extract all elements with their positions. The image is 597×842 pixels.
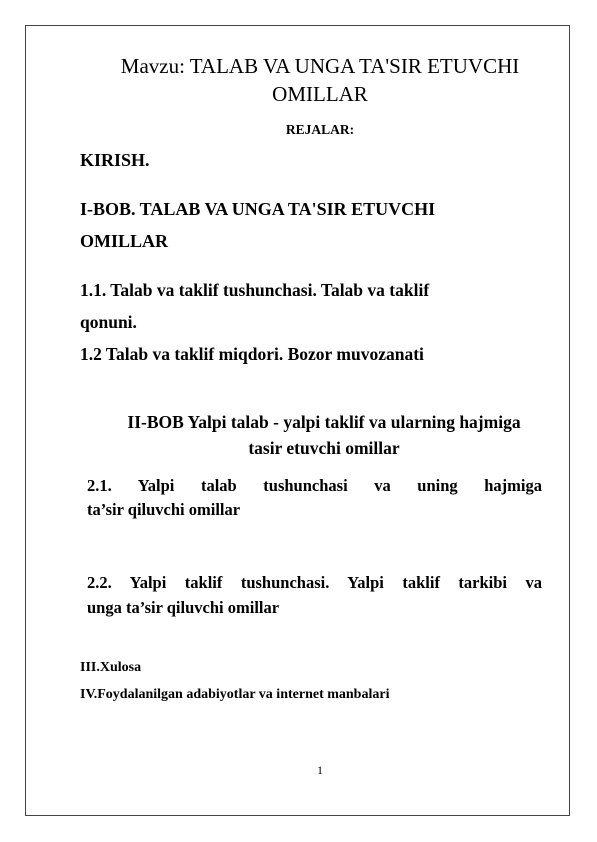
item-2-2-line-2: unga ta’sir qiluvchi omillar [87, 598, 280, 617]
item-1-1-line-2: qonuni. [80, 312, 137, 332]
chapter-1-heading-line-2: OMILLAR [80, 231, 169, 251]
plan-heading: REJALAR: [285, 122, 355, 137]
references-item: IV.Foydalanilgan adabiyotlar va internet manbalari [80, 687, 390, 702]
chapter-2-heading-line-2: tasir etuvchi omillar [248, 438, 400, 458]
item-2-1-line-2: ta’sir qiluvchi omillar [87, 500, 241, 519]
chapter-2-heading-line-1: II-BOB Yalpi talab - yalpi taklif va ularning hajmiga [127, 412, 521, 432]
chapter-1-heading-line-1: I-BOB. TALAB VA UNGA TA'SIR ETUVCHI [80, 199, 436, 219]
document-title-line-1: Mavzu: TALAB VA UNGA TA'SIR ETUVCHI [120, 54, 520, 78]
conclusion-item: III.Xulosa [80, 660, 142, 675]
item-2-2-line-1: 2.2. Yalpi taklif tushunchasi. Yalpi taklif tarkibi va [87, 573, 542, 592]
intro-heading: KIRISH. [80, 150, 150, 170]
item-1-2: 1.2 Talab va taklif miqdori. Bozor muvozanati [80, 344, 424, 364]
document-title-line-2: OMILLAR [272, 82, 368, 106]
page-number: 1 [317, 763, 323, 777]
item-1-1-line-1: 1.1. Talab va taklif tushunchasi. Talab va taklif [80, 280, 430, 300]
item-2-1-line-1: 2.1. Yalpi talab tushunchasi va uning hajmiga [87, 476, 542, 495]
